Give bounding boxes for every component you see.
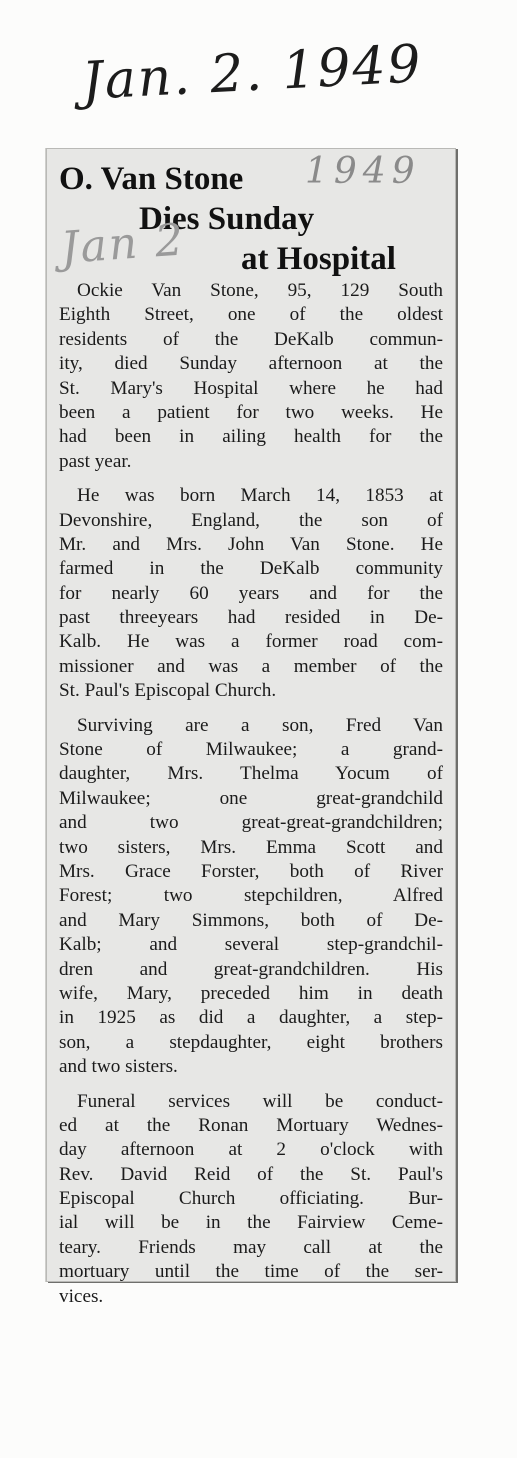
text-line: Milwaukee; one great-grandchild xyxy=(59,787,443,809)
article-paragraph-3 xyxy=(59,714,443,1080)
text-line: mortuary until the time of the ser- xyxy=(59,1261,443,1283)
text-line: dren and great-grandchildren. His xyxy=(59,958,443,980)
headline-line-2: Dies Sunday xyxy=(139,201,315,237)
handwritten-date-top: Jan. 2. 1949 xyxy=(80,34,424,112)
text-line: been a patient for two weeks. He xyxy=(59,401,443,423)
text-line: Funeral services will be conduct- xyxy=(77,1090,443,1112)
text-line: Stone of Milwaukee; a grand- xyxy=(59,739,443,761)
text-line: Kalb. He was a former road com- xyxy=(59,631,443,653)
text-line: past threeyears had resided in De- xyxy=(59,607,443,629)
text-line: residents of the DeKalb commun- xyxy=(59,328,443,350)
text-line: St. Paul's Episcopal Church. xyxy=(59,680,277,702)
text-line: son, a stepdaughter, eight brothers xyxy=(59,1031,443,1053)
text-line: Kalb; and several step-grandchil- xyxy=(59,934,443,956)
text-line: Devonshire, England, the son of xyxy=(59,509,443,531)
text-line: and two great-great-grandchildren; xyxy=(59,812,443,834)
article-paragraph-2 xyxy=(59,484,443,704)
text-line: teary. Friends may call at the xyxy=(59,1236,443,1258)
text-line: Surviving are a son, Fred Van xyxy=(77,714,443,736)
article-paragraph-1 xyxy=(59,279,443,474)
text-line: Mrs. Grace Forster, both of River xyxy=(59,860,443,882)
text-line: and Mary Simmons, both of De- xyxy=(59,909,443,931)
text-line: vices. xyxy=(59,1285,104,1307)
text-line: Eighth Street, one of the oldest xyxy=(59,304,443,326)
headline-line-3: at Hospital xyxy=(241,241,396,277)
text-line: wife, Mary, preceded him in death xyxy=(59,982,443,1004)
article-body xyxy=(59,279,443,1319)
text-line: St. Mary's Hospital where he had xyxy=(59,377,443,399)
text-line: Rev. David Reid of the St. Paul's xyxy=(59,1163,443,1185)
text-line: day afternoon at 2 o'clock with xyxy=(59,1139,443,1161)
text-line: missioner and was a member of the xyxy=(59,655,443,677)
text-line: Episcopal Church officiating. Bur- xyxy=(59,1188,443,1210)
text-line: and two sisters. xyxy=(59,1056,178,1078)
text-line: for nearly 60 years and for the xyxy=(59,582,443,604)
text-line: ity, died Sunday afternoon at the xyxy=(59,353,443,375)
handwritten-date-annotation: Jan 2 xyxy=(59,214,187,274)
text-line: two sisters, Mrs. Emma Scott and xyxy=(59,836,443,858)
newspaper-clipping xyxy=(46,148,456,1307)
headline-line-1: O. Van Stone xyxy=(59,161,244,197)
text-line: in 1925 as did a daughter, a step- xyxy=(59,1007,443,1029)
text-line: He was born March 14, 1853 at xyxy=(77,485,443,507)
text-line: ed at the Ronan Mortuary Wednes- xyxy=(59,1114,443,1136)
text-line: daughter, Mrs. Thelma Yocum of xyxy=(59,763,443,785)
text-line: had been in ailing health for the xyxy=(59,426,443,448)
article-paragraph-4 xyxy=(59,1090,443,1310)
text-line: Mr. and Mrs. John Van Stone. He xyxy=(59,533,443,555)
text-line: ial will be in the Fairview Ceme- xyxy=(59,1212,443,1234)
text-line: past year. xyxy=(59,450,132,472)
text-line: Ockie Van Stone, 95, 129 South xyxy=(77,280,443,301)
handwritten-year-annotation: 1949 xyxy=(305,151,421,192)
text-line: farmed in the DeKalb community xyxy=(59,558,443,580)
text-line: Forest; two stepchildren, Alfred xyxy=(59,885,443,907)
